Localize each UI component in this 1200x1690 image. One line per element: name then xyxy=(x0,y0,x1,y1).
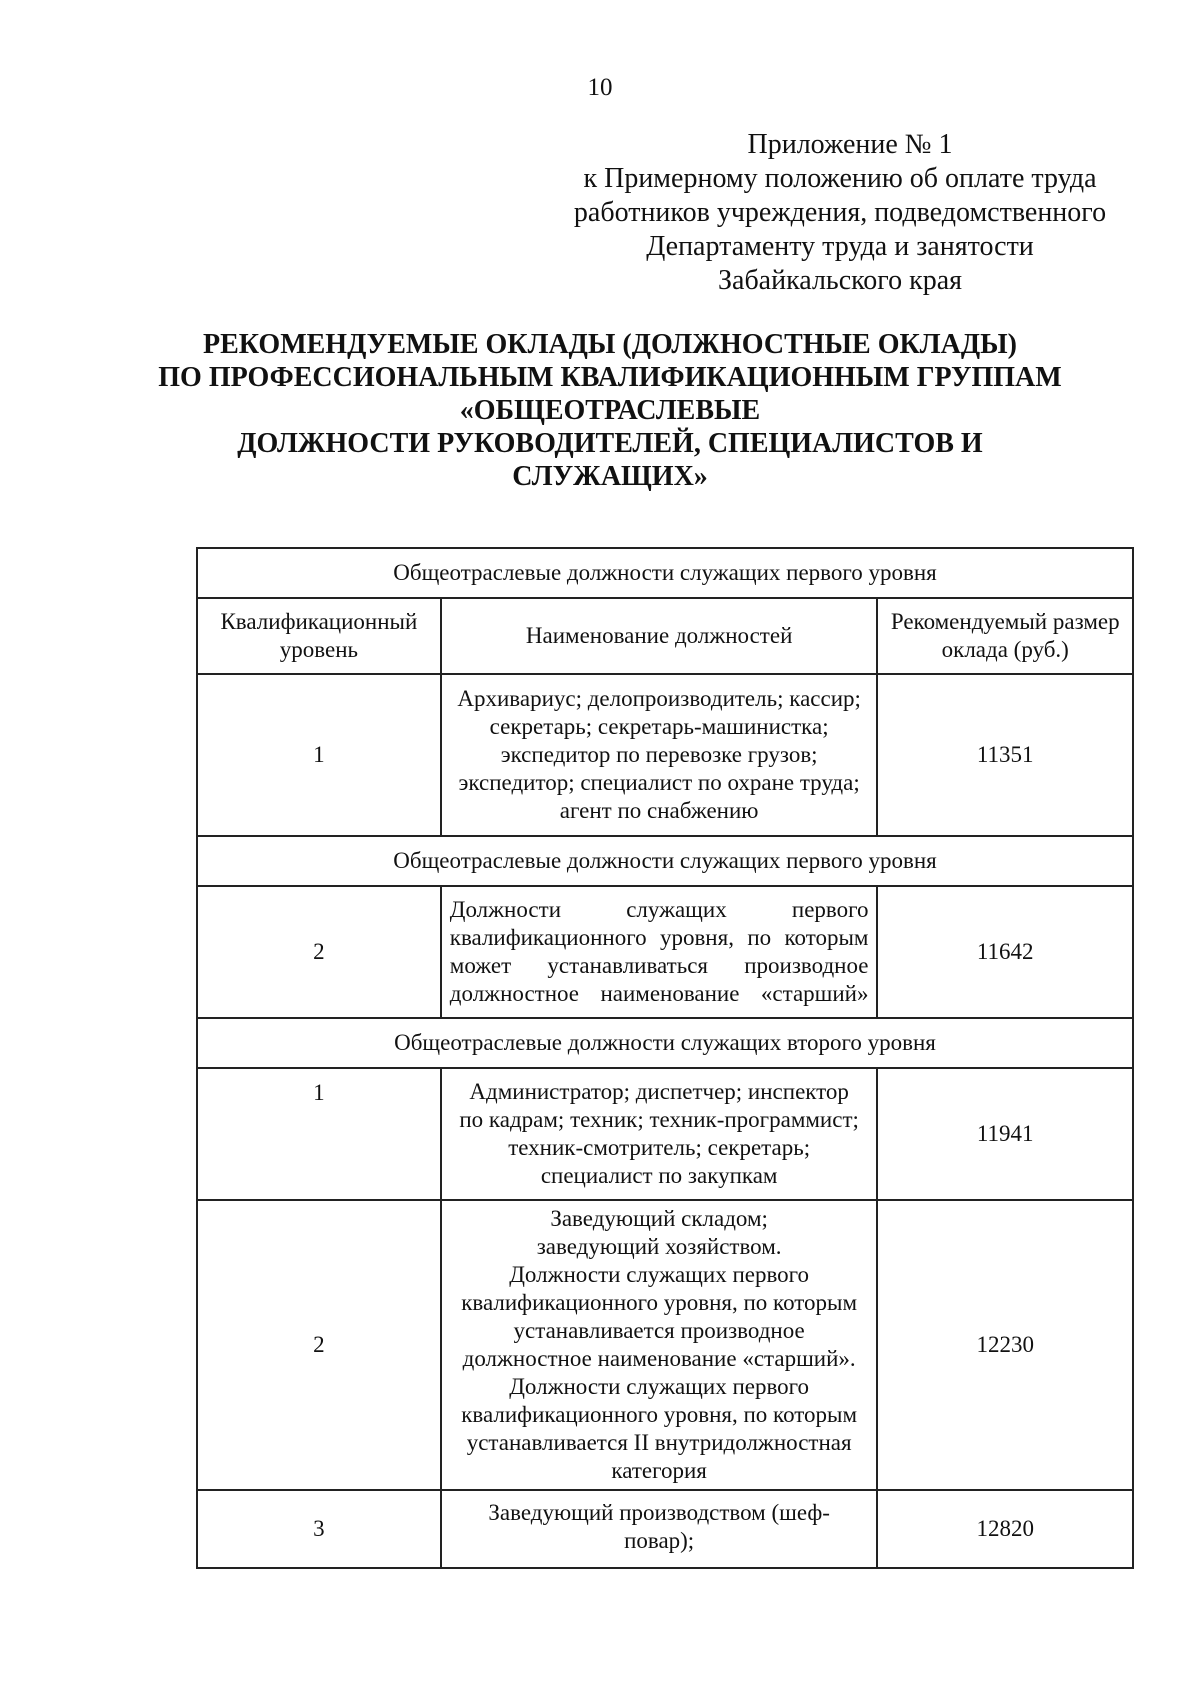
appendix-line: Забайкальского края xyxy=(717,265,962,296)
section-row xyxy=(197,1018,1133,1068)
position-titles xyxy=(441,1200,878,1490)
position-title-line: повар); xyxy=(624,1528,695,1553)
document-title-line: СЛУЖАЩИХ» xyxy=(512,461,708,492)
position-title-line: квалификационного уровня, по которым xyxy=(461,1402,858,1427)
appendix-title: Приложение № 1 xyxy=(747,129,953,160)
table-row xyxy=(197,674,1133,836)
table-row xyxy=(197,1068,1133,1200)
position-title-line: Архивариус; делопроизводитель; кассир; xyxy=(457,686,861,711)
table-header-row xyxy=(197,598,1133,674)
section-row xyxy=(197,548,1133,598)
position-title-line: экспедитор; специалист по охране труда; xyxy=(458,770,860,795)
position-title-line: должностное наименование «старший». xyxy=(462,1346,856,1371)
position-title-line: Администратор; диспетчер; инспектор xyxy=(469,1079,849,1104)
salary-amount: 11941 xyxy=(877,1068,1133,1200)
qualification-level: 1 xyxy=(197,674,441,836)
position-title-line: должностное наименование «старший» xyxy=(449,981,869,1006)
position-titles xyxy=(441,1068,878,1200)
salary-amount: 11642 xyxy=(877,886,1133,1018)
qualification-level: 2 xyxy=(197,1200,441,1490)
position-title-line: устанавливается производное xyxy=(513,1318,805,1343)
position-title-line: по кадрам; техник; техник-программист; xyxy=(459,1107,859,1132)
position-titles xyxy=(441,886,878,1018)
position-title-line: Должности служащих первого xyxy=(509,1262,810,1287)
salary-amount: 12820 xyxy=(877,1490,1133,1568)
position-title-line: может устанавливаться производное xyxy=(449,953,869,978)
position-titles xyxy=(441,674,878,836)
appendix-line: работников учреждения, подведомственного xyxy=(573,197,1107,228)
position-title-line: квалификационного уровня, по которым xyxy=(449,925,869,950)
position-titles xyxy=(441,1490,878,1568)
appendix-line: Департаменту труда и занятости xyxy=(646,231,1034,262)
salary-amount: 12230 xyxy=(877,1200,1133,1490)
table-row xyxy=(197,1490,1133,1568)
appendix-line: к Примерному положению об оплате труда xyxy=(583,163,1097,194)
section-heading: Общеотраслевые должности служащих первого уровня xyxy=(197,836,1133,886)
position-title-line: Заведующий производством (шеф- xyxy=(488,1500,830,1525)
position-title-line: техник-смотритель; секретарь; xyxy=(508,1135,811,1160)
appendix-header xyxy=(540,128,1140,298)
document-title-line: ДОЛЖНОСТИ РУКОВОДИТЕЛЕЙ, СПЕЦИАЛИСТОВ И xyxy=(237,428,983,459)
column-header-salary: Рекомендуемый размер оклада (руб.) xyxy=(877,598,1133,674)
position-title-line: Заведующий складом; xyxy=(550,1206,768,1231)
salary-table xyxy=(196,547,1134,1569)
salary-amount: 11351 xyxy=(877,674,1133,836)
document-title-line: «ОБЩЕОТРАСЛЕВЫЕ xyxy=(459,395,761,426)
document-title-line: РЕКОМЕНДУЕМЫЕ ОКЛАДЫ (ДОЛЖНОСТНЫЕ ОКЛАДЫ) xyxy=(203,329,1017,360)
column-header-level: Квалификационный уровень xyxy=(197,598,441,674)
column-header-title: Наименование должностей xyxy=(441,598,878,674)
table-row xyxy=(197,886,1133,1018)
position-title-line: секретарь; секретарь-машинистка; xyxy=(489,714,829,739)
qualification-level: 2 xyxy=(197,886,441,1018)
position-title-line: квалификационного уровня, по которым xyxy=(461,1290,858,1315)
position-title-line: заведующий хозяйством. xyxy=(536,1234,782,1259)
qualification-level: 3 xyxy=(197,1490,441,1568)
position-title-line: специалист по закупкам xyxy=(540,1163,778,1188)
section-heading: Общеотраслевые должности служащих второго уровня xyxy=(197,1018,1133,1068)
position-title-line: Должности служащих первого xyxy=(509,1374,810,1399)
qualification-level: 1 xyxy=(197,1068,441,1200)
table-row xyxy=(197,1200,1133,1490)
document-title-line: ПО ПРОФЕССИОНАЛЬНЫМ КВАЛИФИКАЦИОННЫМ ГРУППАМ xyxy=(158,362,1062,393)
document-title xyxy=(150,328,1070,493)
position-title-line: категория xyxy=(611,1458,707,1483)
section-heading: Общеотраслевые должности служащих первого уровня xyxy=(197,548,1133,598)
position-title-line: Должности служащих первого xyxy=(449,897,869,922)
position-title-line: агент по снабжению xyxy=(559,798,759,823)
position-title-line: экспедитор по перевозке грузов; xyxy=(500,742,818,767)
section-row xyxy=(197,836,1133,886)
position-title-line: устанавливается II внутридолжностная xyxy=(466,1430,852,1455)
page-number: 10 xyxy=(587,74,613,101)
